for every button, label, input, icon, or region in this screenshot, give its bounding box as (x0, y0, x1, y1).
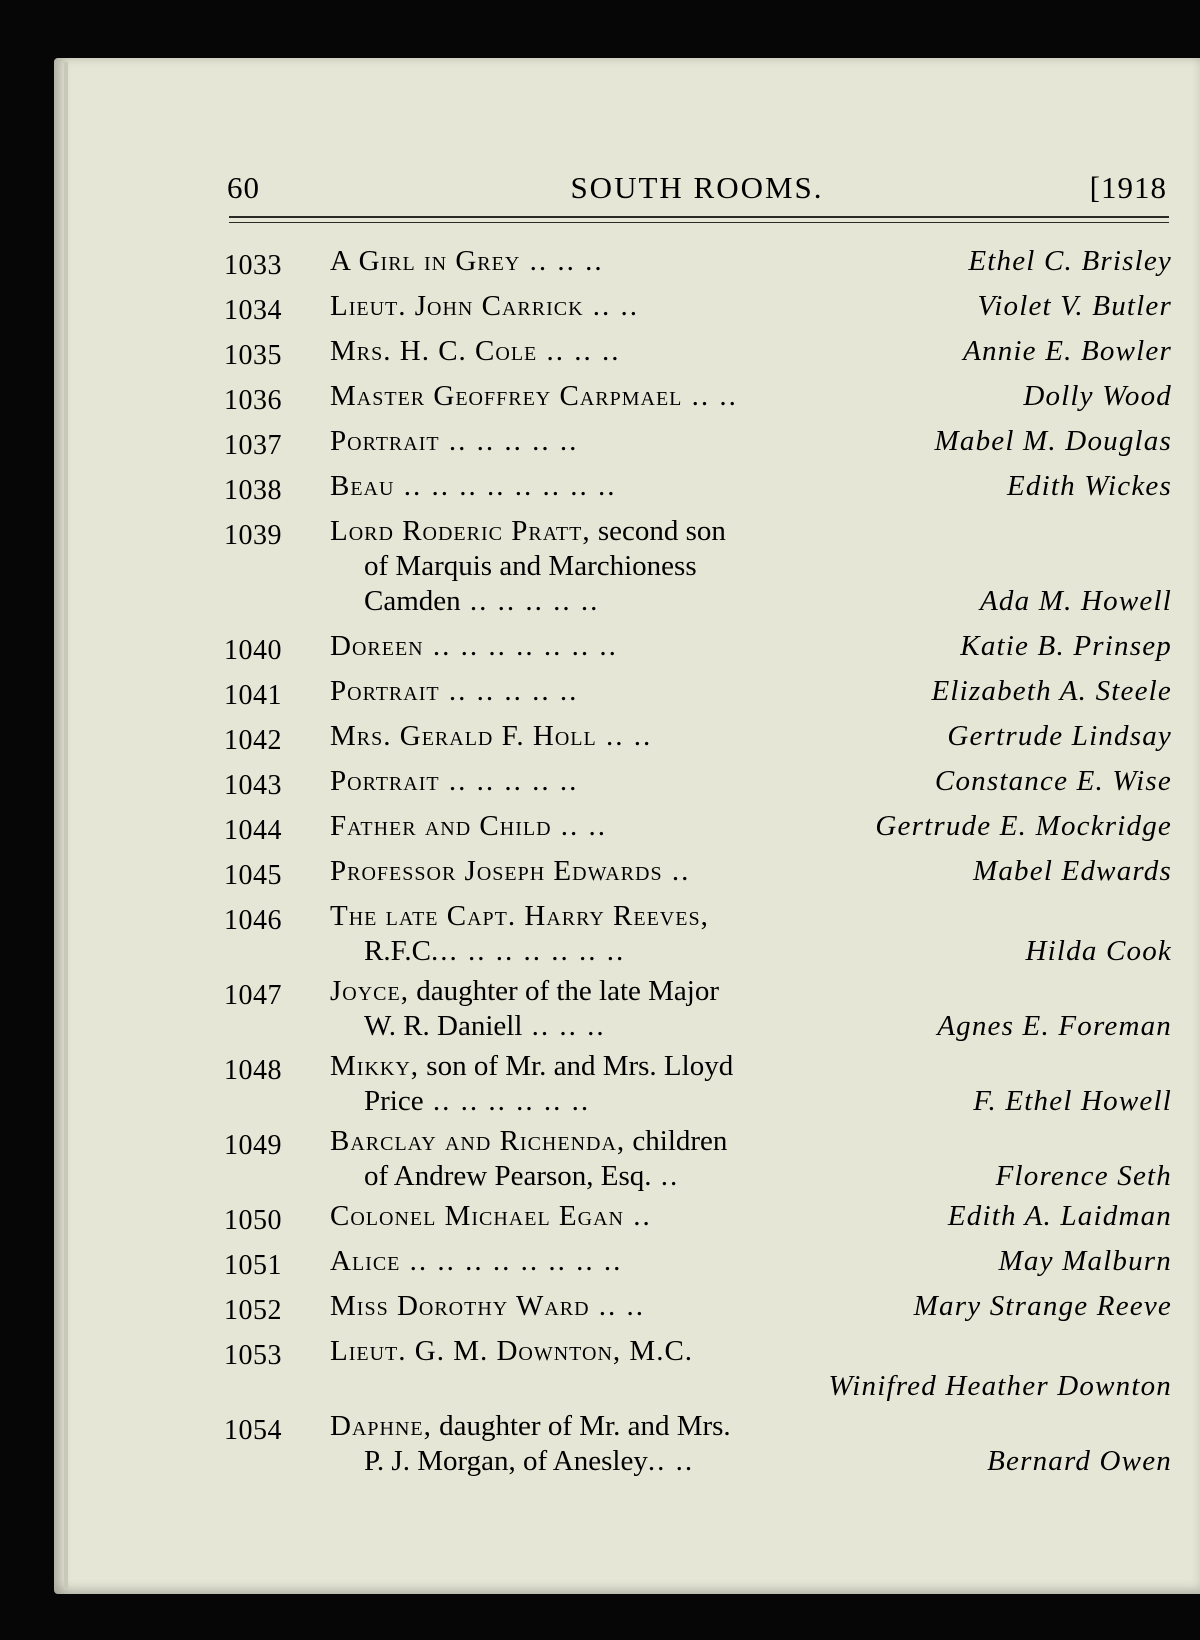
entry-artist: Mabel M. Douglas (934, 425, 1172, 457)
entry-title: Father and Child (330, 810, 552, 842)
entry-artist: Dolly Wood (1023, 380, 1172, 412)
leader-dots: .. .. .. .. .. (460, 585, 600, 617)
entry-artist: Annie E. Bowler (963, 335, 1172, 367)
leader-dots: .. .. (589, 1290, 646, 1322)
catalogue-entry (224, 674, 1172, 719)
entry-number: 1051 (224, 1250, 282, 1281)
entry-artist: Violet V. Butler (977, 290, 1172, 322)
leader-dots: .. .. .. .. .. .. .. .. (400, 1245, 623, 1277)
entry-title-line-2: R.F.C (364, 935, 431, 967)
entry-title: Beau (330, 470, 395, 502)
entry-title: Joyce, (330, 975, 409, 1007)
leader-dots: .. .. (682, 380, 738, 412)
leader-dots: .. .. (551, 810, 608, 842)
entry-number: 1040 (224, 635, 282, 666)
entry-number: 1053 (224, 1340, 282, 1371)
catalogue-entry (224, 1244, 1172, 1289)
entry-artist: Ada M. Howell (980, 585, 1172, 617)
leader-dots: .. (651, 1160, 680, 1192)
leader-dots: .. .. .. .. .. .. (423, 1085, 591, 1117)
catalogue-entry (224, 1334, 1172, 1409)
catalogue-entry (224, 379, 1172, 424)
entry-number: 1038 (224, 475, 282, 506)
entry-title: Lieut. G. M. Downton, M.C. (330, 1335, 694, 1367)
catalogue-entry (224, 1049, 1172, 1124)
entry-title-line-2: W. R. Daniell (364, 1010, 523, 1042)
entry-title-rest: children (625, 1125, 728, 1157)
leader-dots: .. .. .. .. .. (439, 425, 579, 457)
entry-title-line-2: Price (364, 1085, 424, 1117)
entry-title: The late Capt. Harry Reeves, (330, 900, 709, 932)
entry-number: 1037 (224, 430, 282, 461)
entry-title: Mrs. H. C. Cole (330, 335, 538, 367)
catalogue-entry (224, 899, 1172, 974)
entry-title: Master Geoffrey Carpmael (330, 380, 683, 412)
entry-artist: Agnes E. Foreman (937, 1010, 1172, 1042)
entry-title-rest: son of Mr. and Mrs. Lloyd (419, 1050, 734, 1082)
leader-dots: .. .. .. (520, 245, 604, 277)
entry-number: 1039 (224, 520, 282, 551)
entry-artist: Hilda Cook (1025, 935, 1172, 967)
entry-title-line-3: Camden (364, 585, 461, 617)
header-rule (229, 216, 1169, 218)
entry-artist: Ethel C. Brisley (968, 245, 1172, 277)
entry-title: Portrait (330, 675, 440, 707)
leader-dots: .. .. .. .. .. (439, 675, 579, 707)
entry-number: 1049 (224, 1130, 282, 1161)
catalogue-entry (224, 469, 1172, 514)
entry-number: 1043 (224, 770, 282, 801)
entry-artist: Edith A. Laidman (947, 1200, 1172, 1232)
entry-number: 1036 (224, 385, 282, 416)
leader-dots: .. .. .. (522, 1010, 606, 1042)
entry-title: Portrait (330, 765, 440, 797)
entry-title-rest: daughter of the late Major (408, 975, 720, 1007)
entry-number: 1041 (224, 680, 282, 711)
entry-title: Colonel Michael Egan (330, 1200, 624, 1232)
entry-title-rest: daughter of Mr. and Mrs. (431, 1410, 731, 1442)
entry-title-line-2: P. J. Morgan, of Anesley (364, 1445, 648, 1477)
catalogue-entry (224, 244, 1172, 289)
catalogue-entry (224, 1124, 1172, 1199)
entry-artist: Bernard Owen (987, 1445, 1172, 1477)
entry-title: Doreen (330, 630, 424, 662)
catalogue-entry (224, 764, 1172, 809)
catalogue-entry (224, 809, 1172, 854)
leader-dots: .. .. .. .. .. .. .. (423, 630, 618, 662)
entry-artist: Winifred Heather Downton (828, 1370, 1172, 1402)
entry-artist: Elizabeth A. Steele (931, 675, 1172, 707)
catalogue-entry (224, 289, 1172, 334)
header-rule-thin (229, 222, 1169, 223)
entry-title: Barclay and Richenda, (330, 1125, 626, 1157)
entry-artist: Katie B. Prinsep (960, 630, 1172, 662)
leader-dots: .. (623, 1200, 652, 1232)
entry-artist: Edith Wickes (1007, 470, 1172, 502)
entry-title: Miss Dorothy Ward (330, 1290, 590, 1322)
entry-title: Alice (330, 1245, 401, 1277)
entry-number: 1044 (224, 815, 282, 846)
leader-dots: .. .. .. (537, 335, 621, 367)
catalogue-entry (224, 629, 1172, 674)
entry-number: 1054 (224, 1415, 282, 1446)
entry-artist: Florence Seth (995, 1160, 1172, 1192)
entry-title: Daphne, (330, 1410, 432, 1442)
entry-title: Lord Roderic Pratt, (330, 515, 591, 547)
entry-title: Professor Joseph Edwards (330, 855, 663, 887)
year-label: [1918 (1089, 170, 1167, 205)
page-number: 60 (227, 170, 260, 205)
page-header (227, 162, 1167, 208)
entry-title: Lieut. John Carrick (330, 290, 584, 322)
leader-dots: .. .. (583, 290, 640, 322)
entry-number: 1046 (224, 905, 282, 936)
entry-artist: F. Ethel Howell (973, 1085, 1172, 1117)
entry-number: 1047 (224, 980, 282, 1011)
entry-title: Mrs. Gerald F. Holl (330, 720, 597, 752)
leader-dots: ... .. .. .. .. .. .. (431, 935, 626, 967)
entry-artist: Gertrude Lindsay (947, 720, 1172, 752)
leader-dots: .. .. .. .. .. .. .. .. (394, 470, 617, 502)
leader-dots: .. (662, 855, 691, 887)
entry-number: 1042 (224, 725, 282, 756)
entry-number: 1050 (224, 1205, 282, 1236)
entry-title-rest: second son (590, 515, 726, 547)
entry-title: A Girl in Grey (330, 245, 521, 277)
entry-artist: Mary Strange Reeve (913, 1290, 1172, 1322)
catalogue-entry (224, 719, 1172, 764)
catalogue-entry (224, 854, 1172, 899)
leader-dots: .. .. (647, 1445, 695, 1477)
entry-artist: May Malburn (998, 1245, 1172, 1277)
entry-artist: Mabel Edwards (973, 855, 1172, 887)
entry-artist: Constance E. Wise (934, 765, 1172, 797)
entry-number: 1034 (224, 295, 282, 326)
catalogue-entry (224, 1199, 1172, 1244)
catalogue-entry (224, 1289, 1172, 1334)
entry-number: 1052 (224, 1295, 282, 1326)
catalogue-entry (224, 974, 1172, 1049)
entry-number: 1033 (224, 250, 282, 281)
entry-number: 1048 (224, 1055, 282, 1086)
entry-number: 1035 (224, 340, 282, 371)
catalogue-list (224, 244, 1172, 1484)
entry-title: Portrait (330, 425, 440, 457)
catalogue-entry (224, 514, 1172, 629)
entry-title-line-2: of Marquis and Marchioness (364, 550, 697, 582)
entry-title: Mikky, (330, 1050, 420, 1082)
catalogue-entry (224, 334, 1172, 379)
leader-dots: .. .. .. .. .. (439, 765, 579, 797)
catalogue-entry (224, 1409, 1172, 1484)
page-edge (64, 62, 68, 1590)
page-title: SOUTH ROOMS. (570, 170, 824, 205)
entry-title-line-2: of Andrew Pearson, Esq. (364, 1160, 652, 1192)
entry-artist: Gertrude E. Mockridge (875, 810, 1172, 842)
entry-number: 1045 (224, 860, 282, 891)
catalogue-entry (224, 424, 1172, 469)
leader-dots: .. .. (596, 720, 653, 752)
